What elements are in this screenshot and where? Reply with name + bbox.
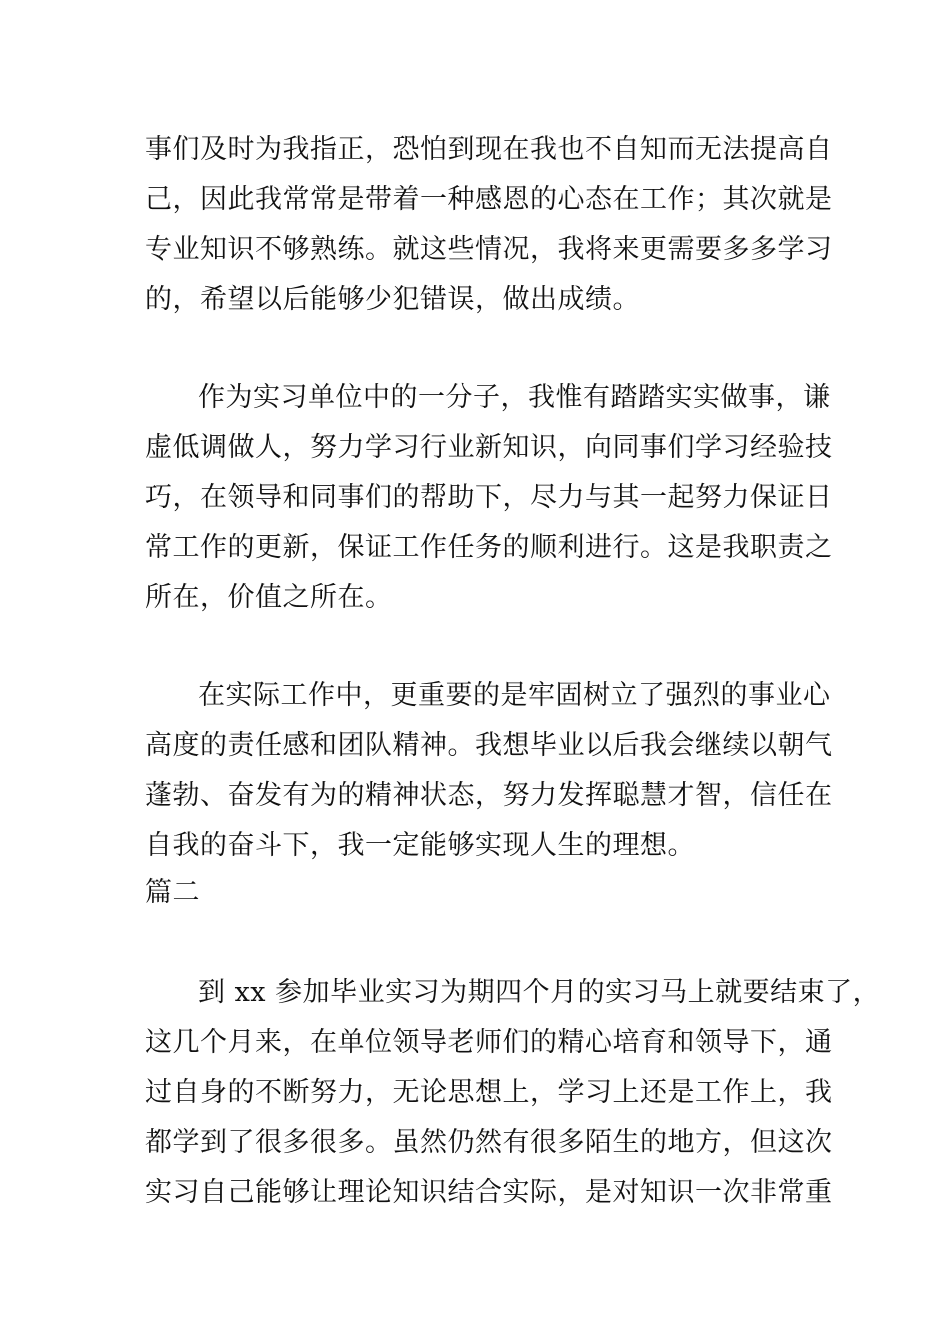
text-line: 这几个月来，在单位领导老师们的精心培育和领导下，通 — [145, 1027, 833, 1058]
text-line: 专业知识不够熟练。就这些情况，我将来更需要多多学习 — [145, 234, 833, 265]
text-line: 作为实习单位中的一分子，我惟有踏踏实实做事，谦 — [198, 382, 831, 413]
text-line: 实习自己能够让理论知识结合实际，是对知识一次非常重 — [145, 1177, 833, 1208]
text-line: 常工作的更新，保证工作任务的顺利进行。这是我职责之 — [145, 532, 833, 563]
text-line: 都学到了很多很多。虽然仍然有很多陌生的地方，但这次 — [145, 1127, 833, 1158]
text-line: 蓬勃、奋发有为的精神状态，努力发挥聪慧才智，信任在 — [145, 780, 833, 811]
text-line: 的，希望以后能够少犯错误，做出成绩。 — [145, 284, 640, 315]
section-heading: 篇二 — [145, 877, 200, 908]
text-line: 到 xx 参加毕业实习为期四个月的实习马上就要结束了， — [198, 977, 881, 1008]
text-line: 所在，价值之所在。 — [145, 582, 393, 613]
text-line: 事们及时为我指正，恐怕到现在我也不自知而无法提高自 — [145, 134, 833, 165]
text-line: 巧，在领导和同事们的帮助下，尽力与其一起努力保证日 — [145, 482, 833, 513]
text-line: 在实际工作中，更重要的是牢固树立了强烈的事业心 — [198, 680, 831, 711]
text-line: 虚低调做人，努力学习行业新知识，向同事们学习经验技 — [145, 432, 833, 463]
text-line: 自我的奋斗下，我一定能够实现人生的理想。 — [145, 830, 695, 861]
text-line: 高度的责任感和团队精神。我想毕业以后我会继续以朝气 — [145, 730, 833, 761]
text-line: 己，因此我常常是带着一种感恩的心态在工作；其次就是 — [145, 184, 833, 215]
text-line: 过自身的不断努力，无论思想上，学习上还是工作上，我 — [145, 1077, 833, 1108]
